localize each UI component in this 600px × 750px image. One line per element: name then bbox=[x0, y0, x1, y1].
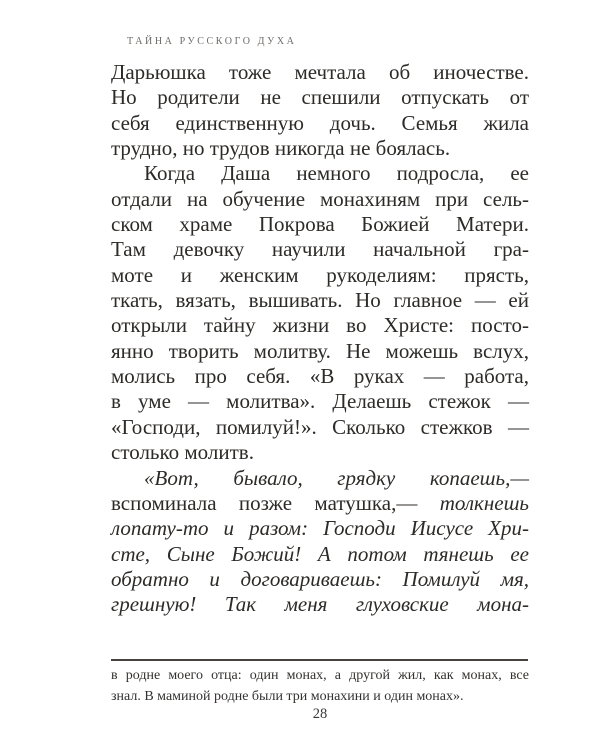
body-line bbox=[111, 415, 529, 440]
narration-text: ткать, вязать, вышивать. Но главное — ей bbox=[111, 288, 529, 313]
footnote-line bbox=[111, 666, 529, 687]
body-line bbox=[111, 440, 529, 465]
narration-text: Там девочку научили начальной гра- bbox=[111, 237, 529, 262]
narration-text: открыли тайну жизни во Христе: посто- bbox=[111, 313, 529, 338]
narration-text: себя единственную дочь. Семья жила bbox=[111, 110, 529, 135]
quoted-speech-text: сте, Сыне Божий! А потом тянешь ее bbox=[111, 541, 529, 566]
body-line bbox=[111, 389, 529, 414]
body-line bbox=[111, 466, 529, 491]
narration-text: Когда Даша немного подросла, ее bbox=[144, 161, 529, 186]
narration-text: столько молитв. bbox=[111, 440, 254, 465]
body-line bbox=[111, 263, 529, 288]
body-line bbox=[111, 542, 529, 567]
narration-text: Дарьюшка тоже мечтала об иночестве. bbox=[111, 60, 529, 84]
narration-text: моте и женским рукоделиям: прясть, bbox=[111, 262, 529, 287]
narration-text: янно творить молитву. Не можешь вслух, bbox=[111, 338, 529, 363]
narration-text: вспоминала позже матушка,— bbox=[111, 490, 440, 515]
body-text bbox=[111, 60, 529, 618]
running-head: ТАЙНА РУССКОГО ДУХА bbox=[127, 36, 297, 47]
narration-text: Но родители не спешили отпускать от bbox=[111, 85, 529, 110]
body-line bbox=[111, 237, 529, 262]
narration-text: «Господи, помилуй!». Сколько стежков — bbox=[111, 414, 529, 439]
body-line bbox=[111, 364, 529, 389]
quoted-speech-text: «Вот, бывало, грядку копаешь,— bbox=[144, 465, 529, 490]
body-line bbox=[111, 111, 529, 136]
quoted-speech-text: лопату-то и разом: Господи Иисусе Хри- bbox=[111, 516, 529, 541]
body-line bbox=[111, 161, 529, 186]
narration-text: ском храме Покрова Божией Матери. bbox=[111, 212, 529, 237]
body-line bbox=[111, 60, 529, 85]
narration-text: в родне моего отца: один монах, а другой жил, как монах, все bbox=[111, 668, 529, 683]
footnote-divider bbox=[111, 659, 528, 661]
quoted-speech-text: толкнешь bbox=[439, 490, 529, 515]
body-line bbox=[111, 187, 529, 212]
body-line bbox=[111, 339, 529, 364]
body-line bbox=[111, 85, 529, 110]
body-line bbox=[111, 516, 529, 541]
narration-text: в уме — молитва». Делаешь стежок — bbox=[111, 389, 529, 414]
footnote-text bbox=[111, 666, 529, 707]
footnote-line bbox=[111, 687, 529, 708]
body-line bbox=[111, 136, 529, 161]
body-line bbox=[111, 592, 529, 617]
body-line bbox=[111, 288, 529, 313]
quoted-speech-text: грешную! Так меня глуховские мона- bbox=[111, 592, 529, 617]
quoted-speech-text: обратно и договариваешь: Помилуй мя, bbox=[111, 566, 529, 591]
narration-text: отдали на обучение монахиням при сель- bbox=[111, 186, 529, 211]
narration-text: трудно, но трудов никогда не боялась. bbox=[111, 136, 451, 161]
page-number: 28 bbox=[312, 706, 328, 722]
body-line bbox=[111, 491, 529, 516]
body-line bbox=[111, 212, 529, 237]
body-line bbox=[111, 567, 529, 592]
narration-text: молись про себя. «В руках — работа, bbox=[111, 364, 529, 389]
narration-text: знал. В маминой родне были три монахини и один монах». bbox=[111, 688, 464, 704]
body-line bbox=[111, 313, 529, 338]
